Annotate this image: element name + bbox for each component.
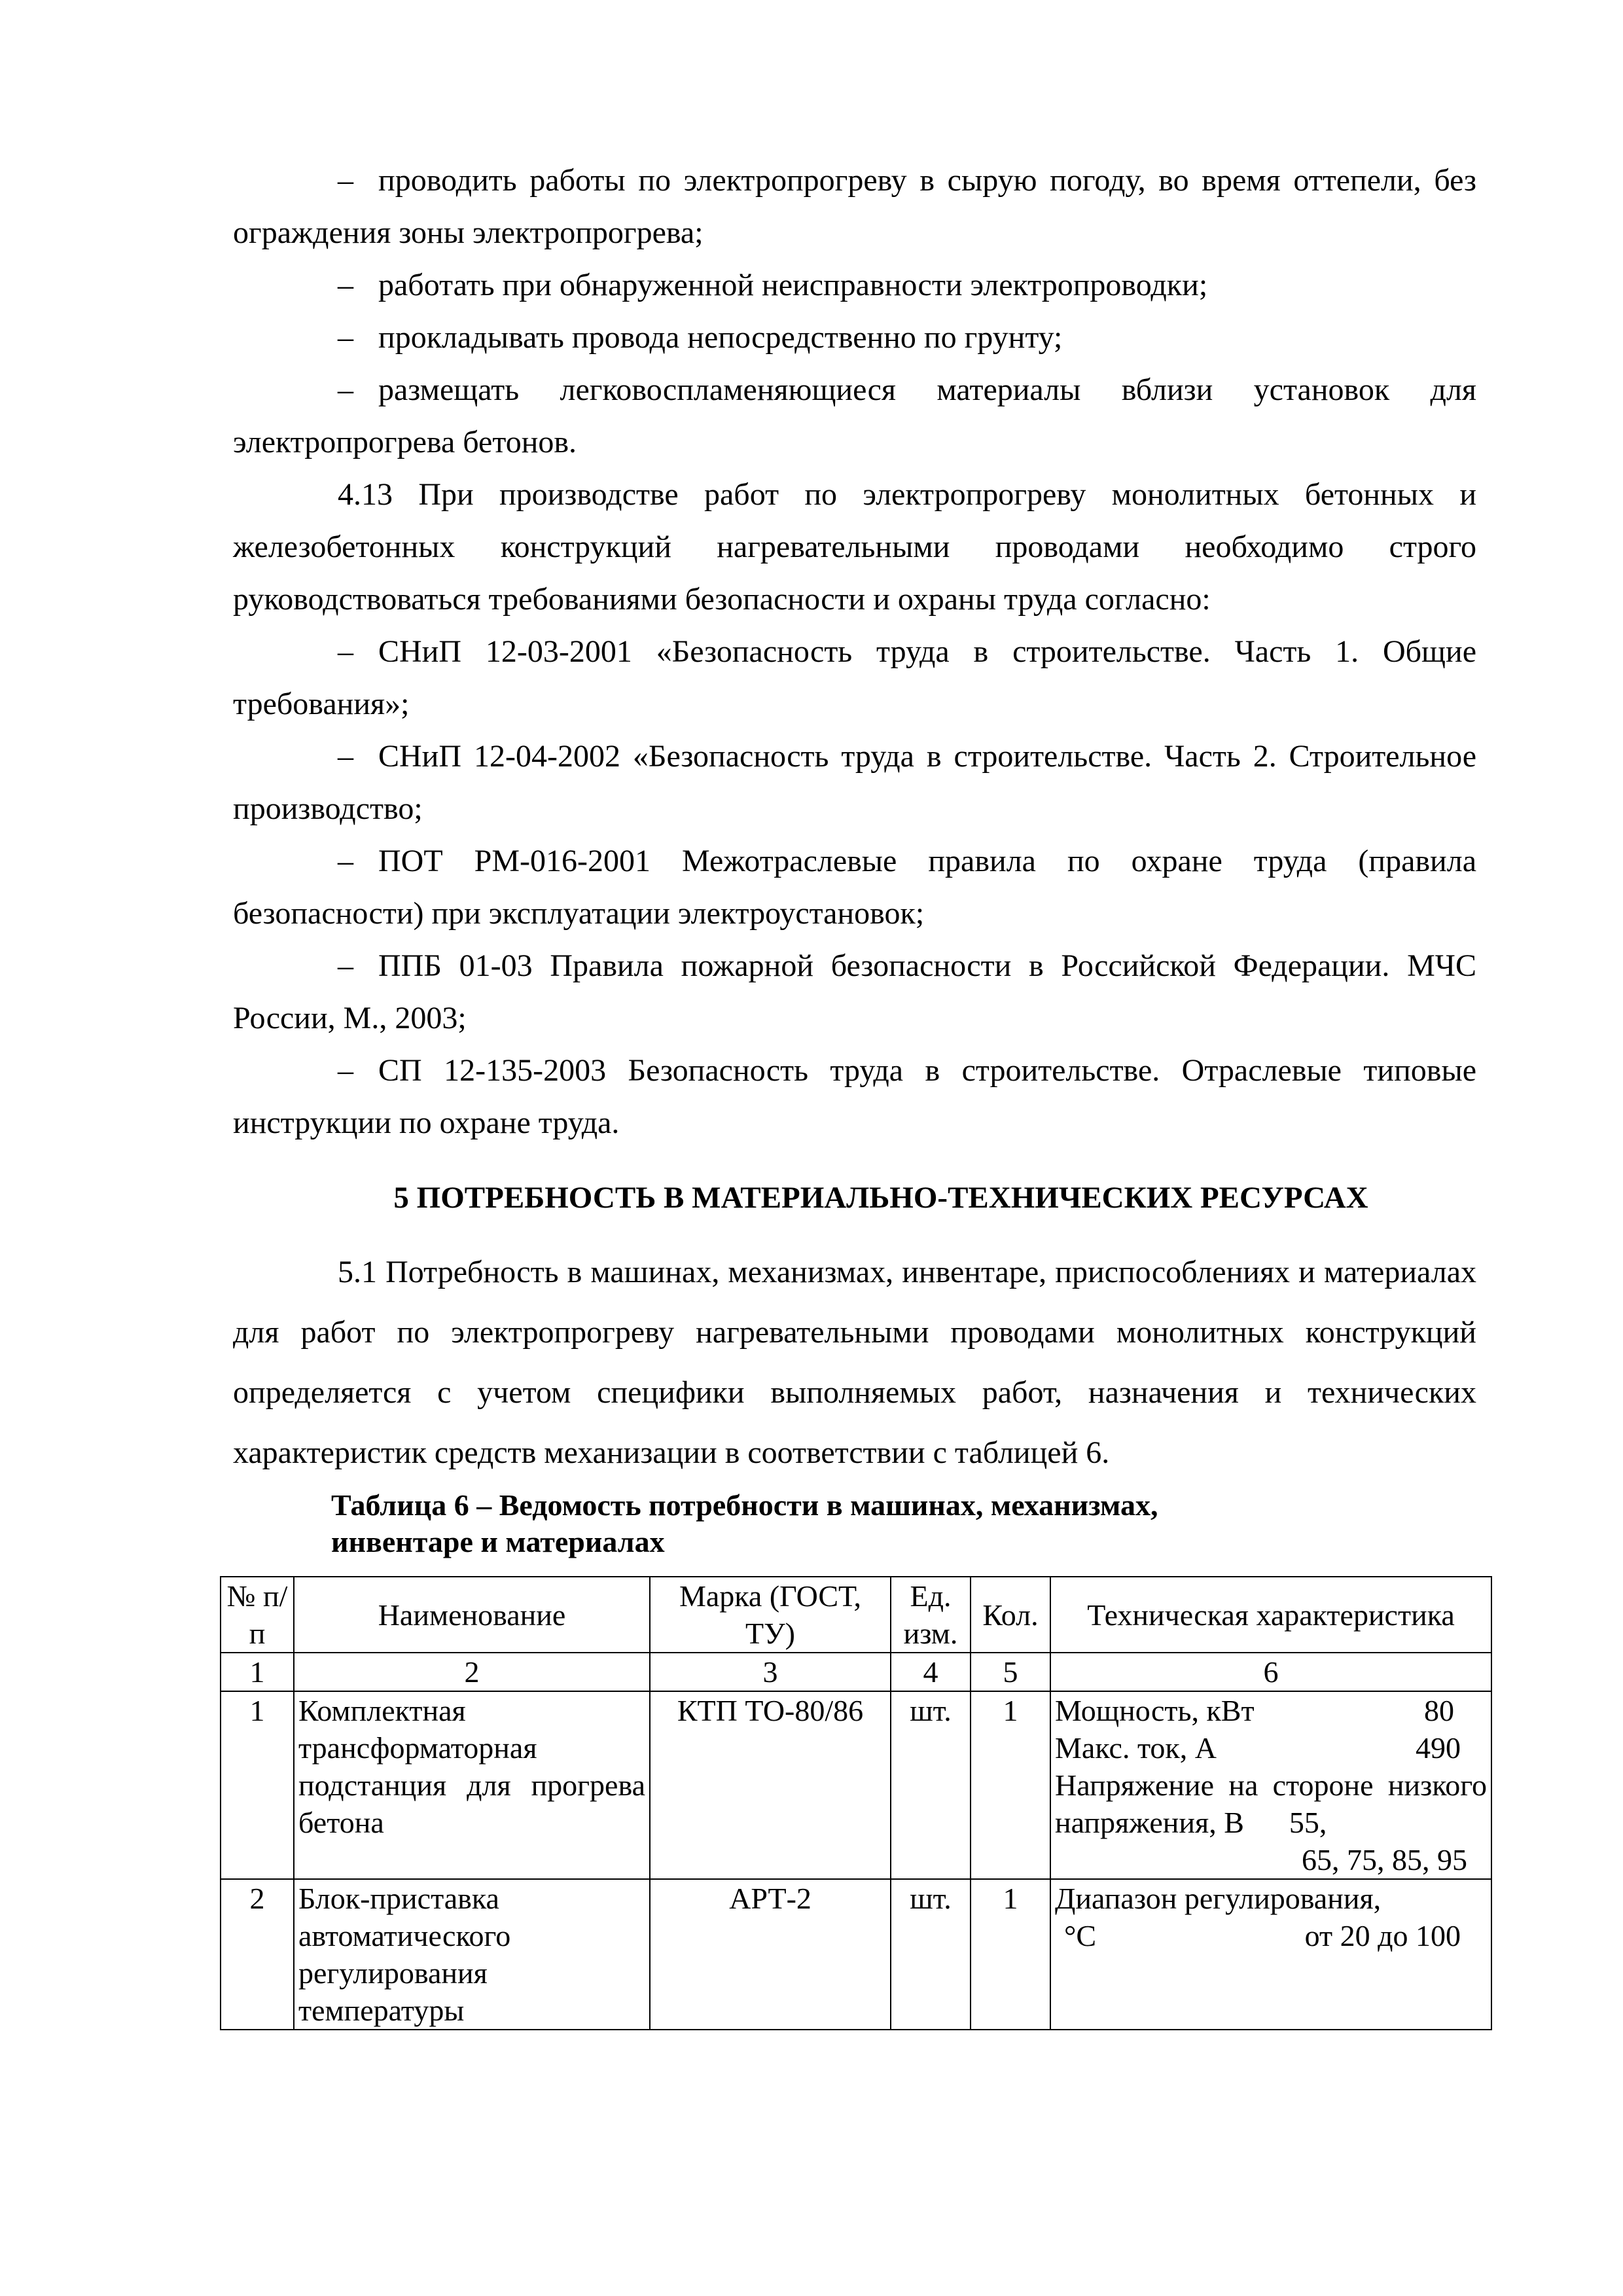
row-name: Комплектная трансформаторная подстанция для прогрева бетона (294, 1691, 650, 1879)
spec-line (1055, 1917, 1487, 1954)
spec-value: 65, 75, 85, 95 (1302, 1843, 1467, 1876)
paragraph-5-1: 5.1 Потребность в машинах, механизмах, инвентаре, приспособлениях и материалах для работ по электропрогреву нагревательными проводами монолитных конструкций определяется с учетом специфики выполняемых работ, назначения и технических характеристик средств механизации в соответствии с таблицей 6. (233, 1255, 1476, 1470)
row-name: Блок-приставка автоматического регулирования температуры (294, 1879, 650, 2030)
prohibition-text: размещать легковоспламеняющиеся материалы вблизи установок для электропрогрева бетонов. (233, 372, 1476, 459)
header-unit: Ед. изм. (891, 1577, 971, 1653)
column-number: 1 (221, 1653, 294, 1691)
document-body (233, 154, 1476, 1560)
spec-label: Напряжение на стороне низкого напряжения, В (1055, 1768, 1487, 1839)
column-number: 6 (1050, 1653, 1491, 1691)
dash-mark: – (338, 163, 353, 198)
reference-item (233, 1045, 1476, 1149)
row-num: 2 (221, 1879, 294, 2030)
table-row (221, 1691, 1491, 1879)
spec-line (1055, 1692, 1487, 1729)
spec-voltage (1055, 1767, 1487, 1841)
reference-text: СП 12-135-2003 Безопасность труда в строительстве. Отраслевые типовые инструкции по охране труда. (233, 1053, 1476, 1140)
row-unit: шт. (891, 1879, 971, 2030)
reference-item (233, 940, 1476, 1045)
row-qty: 1 (971, 1879, 1050, 2030)
reference-item (233, 626, 1476, 730)
spec-value: от 20 до 100 (1304, 1919, 1461, 1952)
paragraph-4-13: 4.13 При производстве работ по электропрогреву монолитных бетонных и железобетонных конструкций нагревательными проводами необходимо строго руководствоваться требованиями безопасности и охраны труда согласно: (233, 477, 1476, 617)
table-caption-line: Таблица 6 – Ведомость потребности в машинах, механизмах, (331, 1488, 1158, 1522)
column-number: 2 (294, 1653, 650, 1691)
header-qty: Кол. (971, 1577, 1050, 1653)
spec-value: 55, (1289, 1806, 1327, 1839)
dash-mark: – (338, 372, 353, 407)
reference-text: ПОТ РМ-016-2001 Межотраслевые правила по охране труда (правила безопасности) при эксплуатации электроустановок; (233, 844, 1476, 931)
row-spec (1050, 1879, 1491, 2030)
header-mark: Марка (ГОСТ, ТУ) (650, 1577, 891, 1653)
table-row (221, 1879, 1491, 2030)
prohibition-text: работать при обнаруженной неисправности электропроводки; (378, 268, 1208, 302)
spec-value: 80 (1424, 1694, 1454, 1727)
reference-item (233, 835, 1476, 940)
row-spec (1050, 1691, 1491, 1879)
prohibition-item (233, 312, 1476, 364)
prohibition-item (233, 364, 1476, 469)
reference-text: ППБ 01-03 Правила пожарной безопасности в Российской Федерации. МЧС России, М., 2003; (233, 948, 1476, 1035)
prohibition-text: прокладывать провода непосредственно по грунту; (378, 320, 1063, 355)
row-mark: КТП ТО-80/86 (650, 1691, 891, 1879)
dash-mark: – (338, 1053, 353, 1088)
reference-text: СНиП 12-04-2002 «Безопасность труда в строительстве. Часть 2. Строительное производство; (233, 739, 1476, 826)
dash-mark: – (338, 268, 353, 302)
table-header-row (221, 1577, 1491, 1653)
column-number: 5 (971, 1653, 1050, 1691)
spec-label: Диапазон регулирования, (1055, 1882, 1382, 1915)
reference-item (233, 730, 1476, 835)
section-heading: 5 ПОТРЕБНОСТЬ В МАТЕРИАЛЬНО-ТЕХНИЧЕСКИХ РЕСУРСАХ (393, 1181, 1368, 1215)
table-caption (233, 1487, 1476, 1560)
prohibition-item (233, 154, 1476, 259)
dash-mark: – (338, 844, 353, 878)
spec-value: 490 (1416, 1731, 1461, 1765)
prohibition-item (233, 259, 1476, 312)
spec-label: Макс. ток, А (1055, 1731, 1217, 1765)
header-num: № п/п (221, 1577, 294, 1653)
spec-line (1055, 1729, 1487, 1767)
row-qty: 1 (971, 1691, 1050, 1879)
dash-mark: – (338, 948, 353, 983)
dash-mark: – (338, 320, 353, 355)
spec-label: Мощность, кВт (1055, 1694, 1255, 1727)
table-caption-line: инвентаре и материалах (331, 1525, 665, 1558)
spec-unit: °С (1064, 1919, 1097, 1952)
row-unit: шт. (891, 1691, 971, 1879)
header-spec: Техническая характеристика (1050, 1577, 1491, 1653)
header-name: Наименование (294, 1577, 650, 1653)
dash-mark: – (338, 739, 353, 774)
reference-text: СНиП 12-03-2001 «Безопасность труда в строительстве. Часть 1. Общие требования»; (233, 634, 1476, 721)
dash-mark: – (338, 634, 353, 669)
prohibition-text: проводить работы по электропрогреву в сырую погоду, во время оттепели, без ограждения зоны электропрогрева; (233, 163, 1476, 250)
column-number: 4 (891, 1653, 971, 1691)
resources-table (220, 1576, 1492, 2030)
column-number: 3 (650, 1653, 891, 1691)
column-number-row (221, 1653, 1491, 1691)
row-num: 1 (221, 1691, 294, 1879)
row-mark: АРТ-2 (650, 1879, 891, 2030)
